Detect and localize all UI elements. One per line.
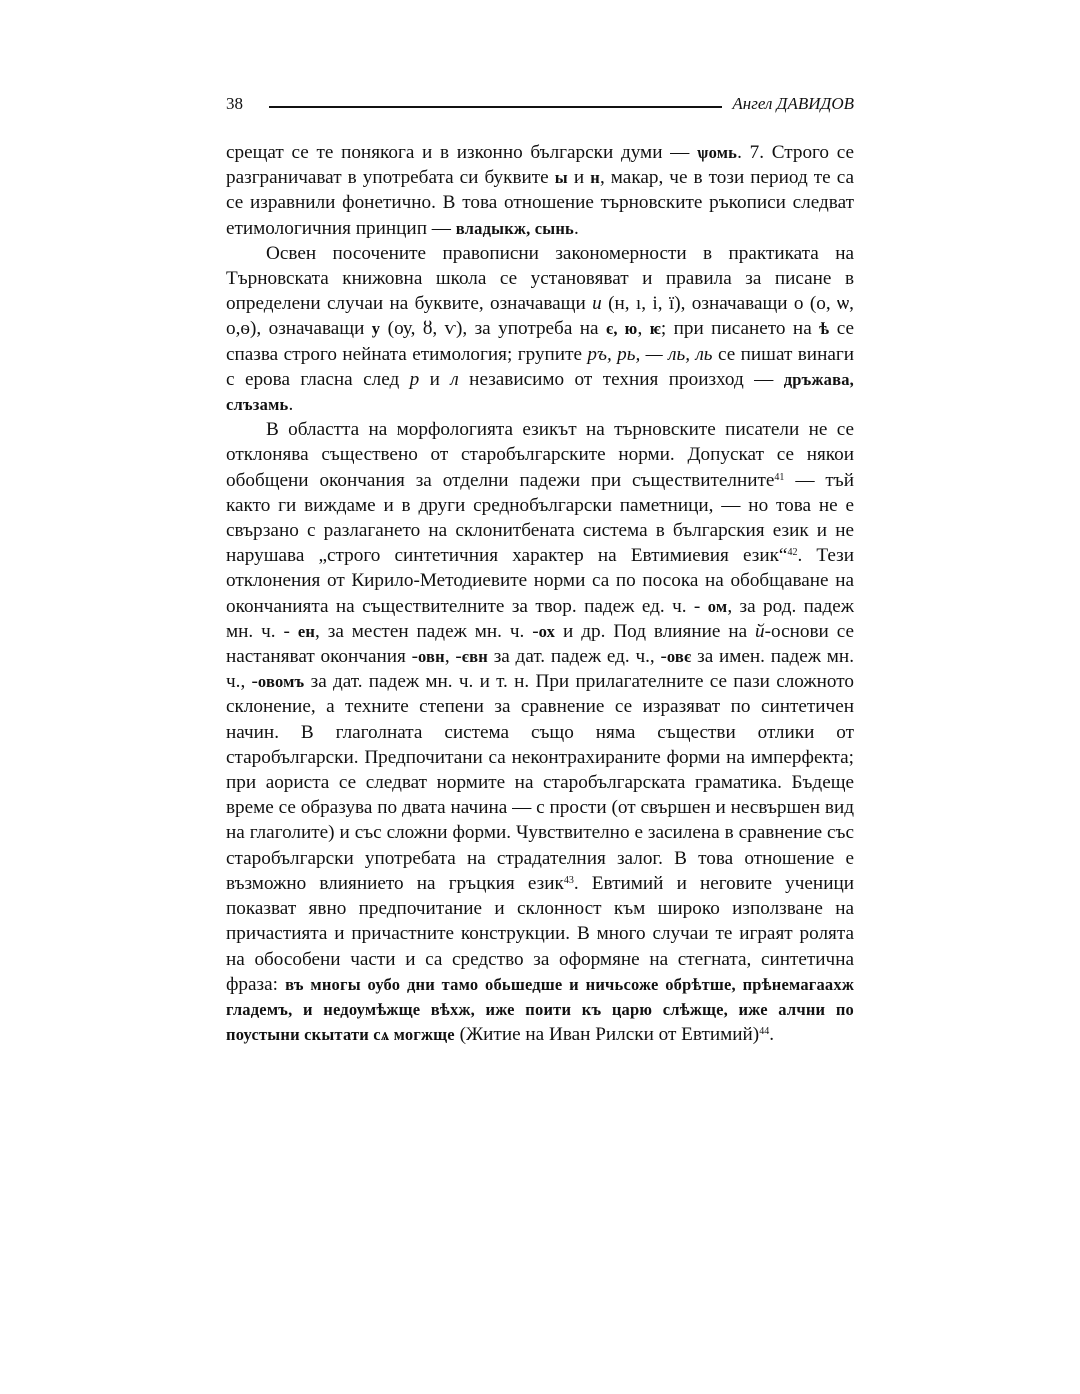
old-bulgarian-example: ом xyxy=(707,596,728,616)
old-bulgarian-example: ѥ xyxy=(649,319,661,339)
old-bulgarian-example: владыкж, сынь xyxy=(455,218,574,238)
old-bulgarian-example: овомъ xyxy=(257,672,305,692)
text-run: В областта на морфологията езикът на търновските писатели не се отклонява съществено от старобългарските норми. Допускат се някои обобщени окончания за отделни падежи при съществителните xyxy=(226,419,854,491)
text-run: . xyxy=(288,394,294,416)
italic-term: л xyxy=(450,368,459,390)
text-run: ; при писането на xyxy=(660,318,820,340)
text-run: -основи се настаняват окончания - xyxy=(226,620,854,668)
page-number: 38 xyxy=(226,94,243,113)
old-bulgarian-example: овн xyxy=(417,647,445,667)
italic-term: ръ, рь, — ль, ль xyxy=(587,343,713,365)
text-run: (Житие на Иван Рилски от Евтимий) xyxy=(454,1024,760,1046)
text-run: . xyxy=(769,1024,774,1046)
paragraph-2 xyxy=(226,241,854,417)
text-run: . 7. Строго се разграничават в употребата си буквите xyxy=(226,142,854,189)
text-run: . xyxy=(573,217,579,239)
old-bulgarian-example: ѱомь xyxy=(697,143,738,162)
paragraph-1 xyxy=(226,140,854,241)
old-bulgarian-example: євн xyxy=(461,647,488,667)
footnote-ref: 44 xyxy=(759,1026,770,1038)
old-bulgarian-example: у xyxy=(371,319,381,339)
old-bulgarian-example: ы xyxy=(554,168,568,188)
italic-term: й xyxy=(755,620,765,642)
text-run: , за местен падеж мн. ч. - xyxy=(315,620,539,642)
body-text xyxy=(226,140,854,1047)
text-run: , xyxy=(637,318,650,340)
text-run: за дат. падеж мн. ч. и т. н. При прилагателните се пази сложното склонение, а техните степени за сравнение се изразяват по синтетичен начин. В глаголната система също няма съществи отлики от старобългарски. Предпочитани са неконтрахираните форми на имперфекта; при аориста се следват нормите на старобългарската граматика. Бъдеще време се образува по двата начина — с прости (от свършен и несвършен вид на глаголите) и със сложни форми. Чувствително е засилена в сравнение със старобългарски употребата на страдателния залог. В това отношение е възможно влиянието на гръцкия език xyxy=(226,671,854,894)
text-run: . Тези отклонения от Кирило-Методиевите норми са по посока на обобщаване на окончанията на съществителните за твор. падеж ед. ч. - xyxy=(226,545,854,617)
text-run: за имен. падеж мн. ч., - xyxy=(226,646,854,693)
text-run: — тъй както ги виждаме и в други среднобългарски паметници, — но това не е свързано с разлагането на склонитбената система в българския език и не нарушава „строго синтетичния характер на Евтимиевия език“ xyxy=(226,469,855,567)
text-run: се спазва строго нейната етимология; групите xyxy=(226,318,854,365)
text-run: се пишат винаги с ерова гласна след xyxy=(226,343,854,390)
italic-term: р xyxy=(409,368,420,390)
page-header xyxy=(226,88,854,114)
text-run: Освен посочените правописни закономерности в практиката на Търновската книжовна школа се установяват и правила за писане в определени случаи на буквите, означаващи xyxy=(226,242,854,315)
text-run: и xyxy=(419,368,451,390)
footnote-ref: 43 xyxy=(563,874,574,886)
text-run: за дат. падеж ед. ч., - xyxy=(487,646,667,668)
text-run: и xyxy=(567,167,591,189)
old-bulgarian-example: ох xyxy=(538,621,556,641)
running-head: Ангел ДАВИДОВ xyxy=(732,94,854,113)
old-bulgarian-example: дръжава, слъзамь xyxy=(226,369,854,415)
footnote-ref: 41 xyxy=(774,471,785,483)
old-bulgarian-example: ѣ xyxy=(819,319,830,339)
text-run: (оу, ȣ, ѵ), за употреба на xyxy=(380,318,606,340)
text-run: , за род. падеж мн. ч. - xyxy=(226,595,854,642)
text-run: (н, ı, і, ї), означаващи о (о, ѡ, о,ѳ), означаващи xyxy=(226,293,854,340)
text-run: срещат се те понякога и в изконно български думи — xyxy=(226,142,698,163)
old-bulgarian-example: въ многы оубо дни тамо обьшедше и ничьсоже обрѣтше, прѣнемагаахж гладемъ, и недоумѣжще вѣхж, иже поити къ царю слѣжще, иже алчни по поустыни скытати сѧ могжще xyxy=(226,974,854,1045)
text-run: , - xyxy=(444,646,462,668)
italic-term: и xyxy=(592,293,602,315)
old-bulgarian-example: є, ю xyxy=(606,319,638,339)
paragraph-3 xyxy=(226,417,854,1047)
text-run: . Евтимий и неговите ученици показват явно предпочитание и склонност към широко използване на причастията и причастните конструкции. В много случаи те играят ролята на обособени части и са средство за оформяне на стегната, синтетична фраза: xyxy=(226,872,854,995)
text-run: и др. Под влияние на xyxy=(555,620,756,642)
text-run: независимо от техния произход — xyxy=(458,368,784,390)
old-bulgarian-example: овє xyxy=(666,647,692,667)
header-rule xyxy=(269,106,722,108)
footnote-ref: 42 xyxy=(787,547,798,559)
old-bulgarian-example: ен xyxy=(297,621,316,641)
old-bulgarian-example: н xyxy=(590,168,600,188)
text-run: , макар, че в този период те са се изравнили фонетично. В това отношение търновските ръкописи следват етимологичния принцип — xyxy=(226,167,854,239)
